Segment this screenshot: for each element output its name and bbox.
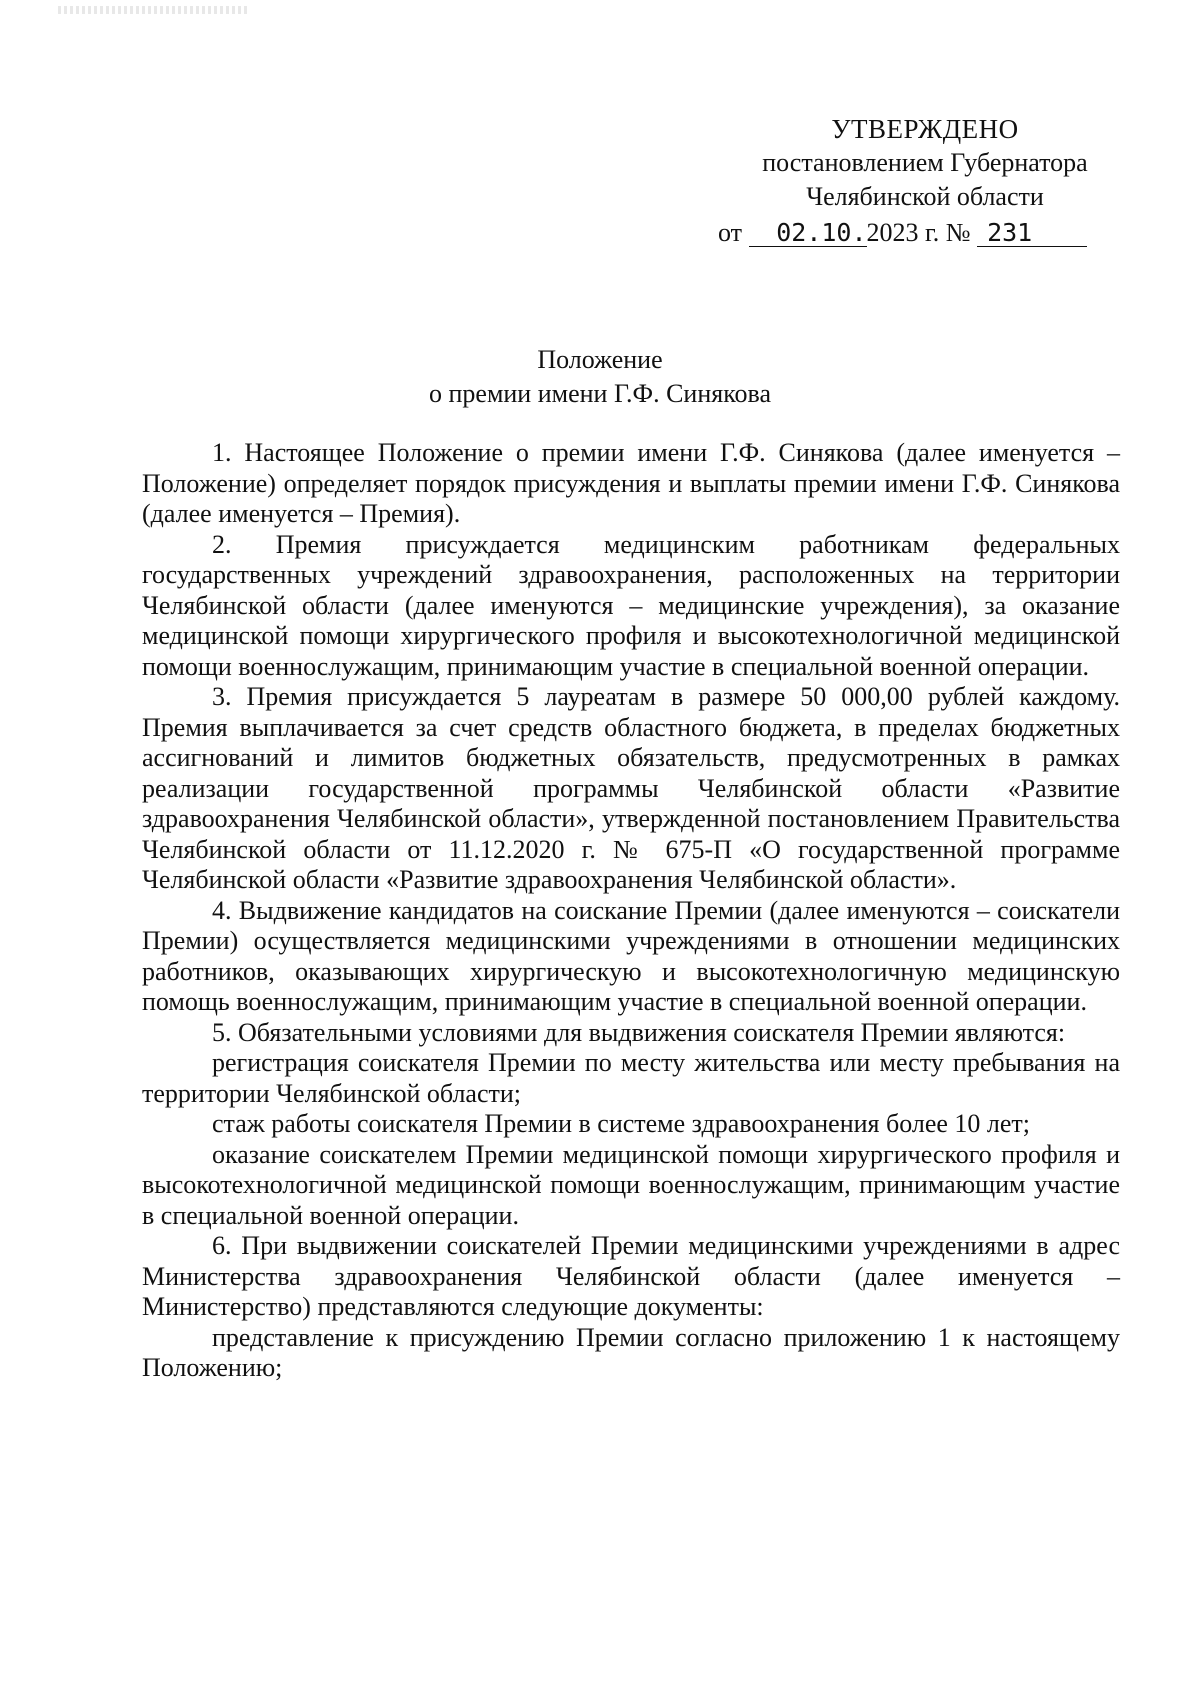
title-line-1: Положение [537, 345, 663, 374]
paragraph-2: 2. Премия присуждается медицинским работникам федеральных государственных учреждений здравоохранения, расположенных на территории Челябинской области (далее именуются – медицинские учреждения), за оказание медицинской помощи хирургического профиля и высокотехнологичной медицинской помощи военнослужащим, принимающим участие в специальной военной операции. [142, 529, 1120, 681]
approval-date-line [718, 216, 1087, 250]
approval-line-1: постановлением Губернатора [762, 148, 1088, 177]
paragraph-1: 1. Настоящее Положение о премии имени Г.Ф. Синякова (далее именуется – Положение) определяет порядок присуждения и выплаты премии имени Г.Ф. Синякова (далее именуется – Премия). [142, 438, 1120, 528]
date-year: 2023 г. № [866, 218, 971, 247]
paragraph-5-item-1: регистрация соискателя Премии по месту жительства или месту пребывания на территории Челябинской области; [142, 1048, 1120, 1108]
paragraph-4: 4. Выдвижение кандидатов на соискание Премии (далее именуются – соискатели Премии) осуществляется медицинскими учреждениями в отношении медицинских работников, оказывающих хирургическую и высокотехнологичную медицинскую помощь военнослужащим, принимающим участие в специальной военной операции. [142, 895, 1120, 1016]
approval-heading: УТВЕРЖДЕНО [831, 114, 1019, 144]
paragraph-5: 5. Обязательными условиями для выдвижения соискателя Премии являются: [212, 1017, 1066, 1047]
paragraph-5-item-3: оказание соискателем Премии медицинской помощи хирургического профиля и высокотехнологичной медицинской помощи военнослужащим, принимающим участие в специальной военной операции. [142, 1139, 1120, 1230]
title-line-2: о премии имени Г.Ф. Синякова [428, 379, 772, 408]
scan-artifact [58, 6, 248, 14]
date-prefix: от [718, 218, 743, 247]
paragraph-3: 3. Премия присуждается 5 лауреатам в размере 50 000,00 рублей каждому. Премия выплачивается за счет средств областного бюджета, в пределах бюджетных ассигнований и лимитов бюджетных обязательств, предусмотренных в рамках реализации государственной программы Челябинской области «Развитие здравоохранения Челябинской области», утвержденной постановлением Правительства Челябинской области от 11.12.2020 г. № 675-П «О государственной программе Челябинской области «Развитие здравоохранения Челябинской области». [142, 682, 1120, 894]
approval-line-2: Челябинской области [806, 182, 1044, 211]
document-body [142, 438, 1120, 1384]
approval-stamp [700, 112, 1150, 214]
date-day-month: 02.10. [749, 220, 867, 247]
document-number: 231 [977, 220, 1087, 247]
paragraph-6-item-1: представление к присуждению Премии согласно приложению 1 к настоящему Положению; [142, 1322, 1120, 1382]
paragraph-6: 6. При выдвижении соискателей Премии медицинскими учреждениями в адрес Министерства здравоохранения Челябинской области (далее именуется – Министерство) представляются следующие документы: [142, 1231, 1120, 1321]
document-title [0, 343, 1200, 411]
paragraph-5-item-2: стаж работы соискателя Премии в системе здравоохранения более 10 лет; [212, 1109, 1031, 1138]
